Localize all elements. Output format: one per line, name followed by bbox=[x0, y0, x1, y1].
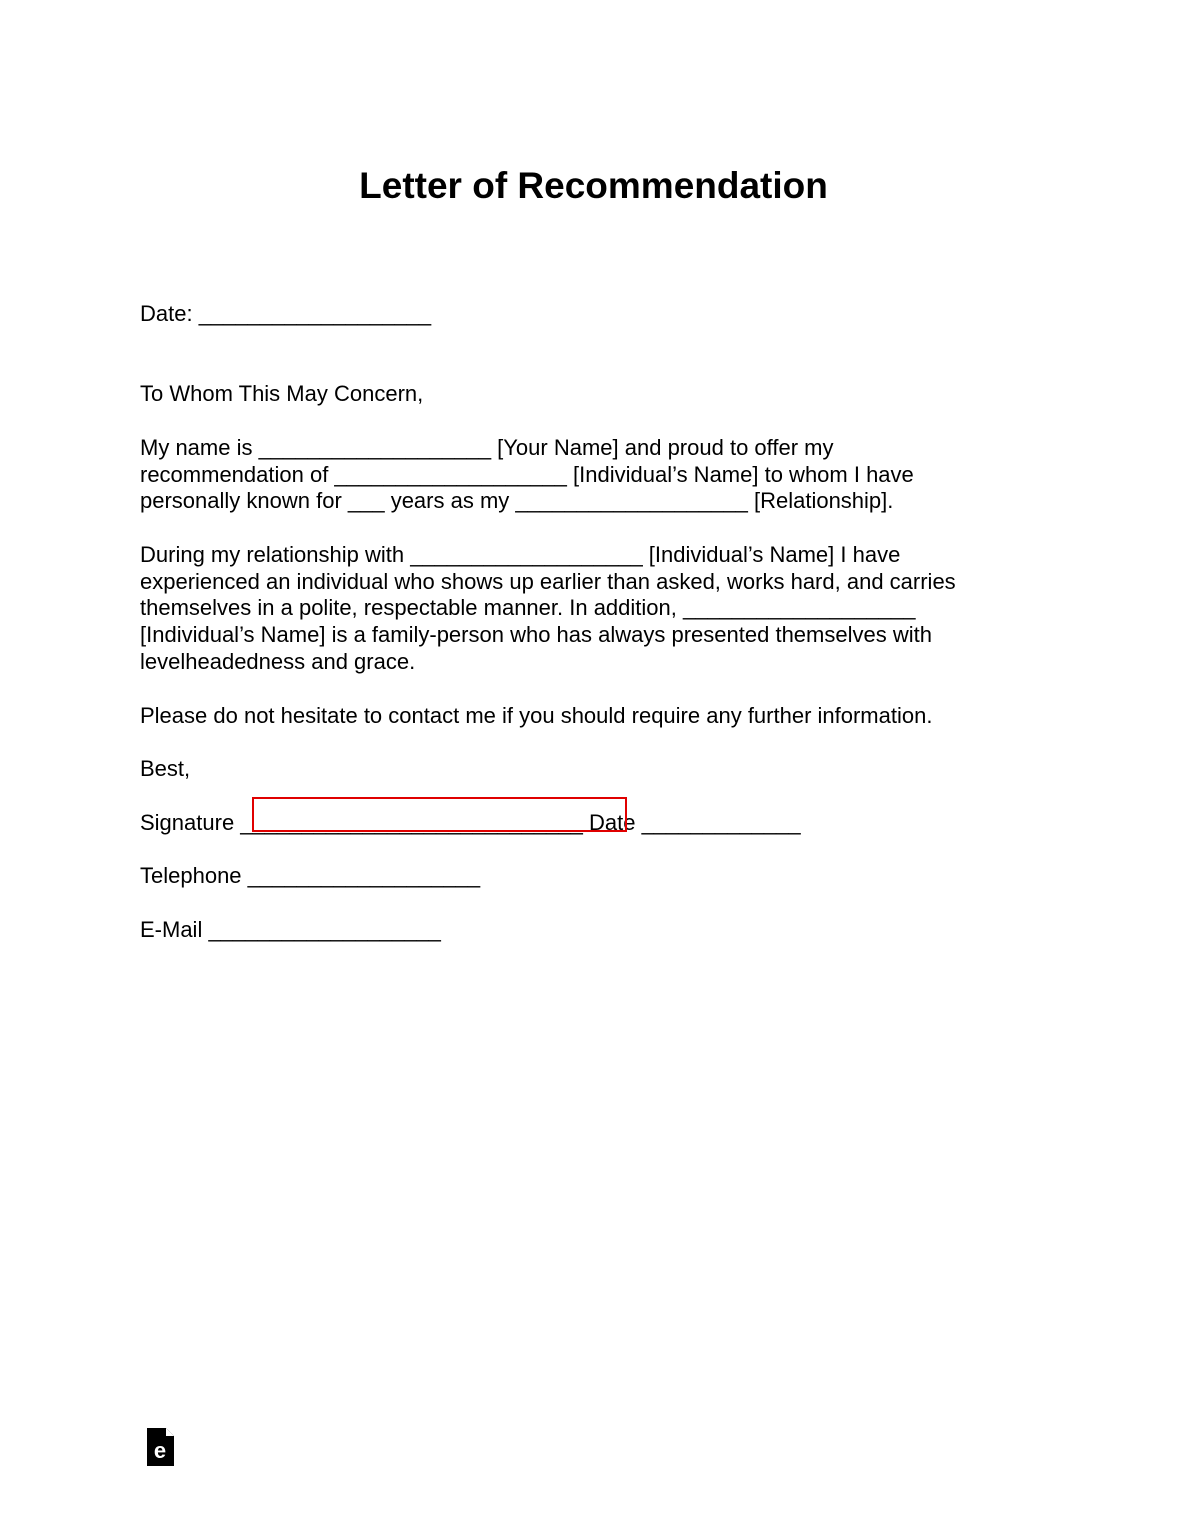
eforms-logo-icon bbox=[147, 1428, 174, 1466]
paragraph-line: [Individual’s Name] is a family-person who has always presented themselves with bbox=[140, 622, 932, 648]
paragraph-line: themselves in a polite, respectable manner. In addition, ___________________ bbox=[140, 595, 916, 621]
paragraph-line: During my relationship with ___________________ [Individual’s Name] I have bbox=[140, 542, 901, 567]
paragraph-line: levelheadedness and grace. bbox=[140, 648, 416, 674]
paragraph-relationship bbox=[140, 542, 1020, 676]
svg-text:e: e bbox=[153, 1438, 167, 1463]
salutation: To Whom This May Concern, bbox=[140, 381, 424, 406]
sign-off: Best, bbox=[140, 756, 191, 781]
paragraph-line: recommendation of ___________________ [Individual’s Name] to whom I have bbox=[140, 461, 914, 487]
document-title: Letter of Recommendation bbox=[359, 165, 828, 206]
closing-request: Please do not hesitate to contact me if you should require any further information. bbox=[140, 703, 933, 728]
telephone-line: Telephone ___________________ bbox=[140, 863, 481, 888]
paragraph-line: My name is ___________________ [Your Name] and proud to offer my bbox=[140, 435, 834, 460]
signature-field-highlight[interactable] bbox=[252, 797, 627, 832]
paragraph-line: personally known for ___ years as my ___________________ [Relationship]. bbox=[140, 488, 894, 514]
paragraph-introduction bbox=[140, 435, 1020, 515]
email-line: E-Mail ___________________ bbox=[140, 917, 441, 942]
paragraph-line: experienced an individual who shows up earlier than asked, works hard, and carries bbox=[140, 568, 956, 594]
date-line: Date: ___________________ bbox=[140, 301, 432, 326]
signature-line: Signature ____________________________ Date _____________ bbox=[140, 810, 801, 835]
